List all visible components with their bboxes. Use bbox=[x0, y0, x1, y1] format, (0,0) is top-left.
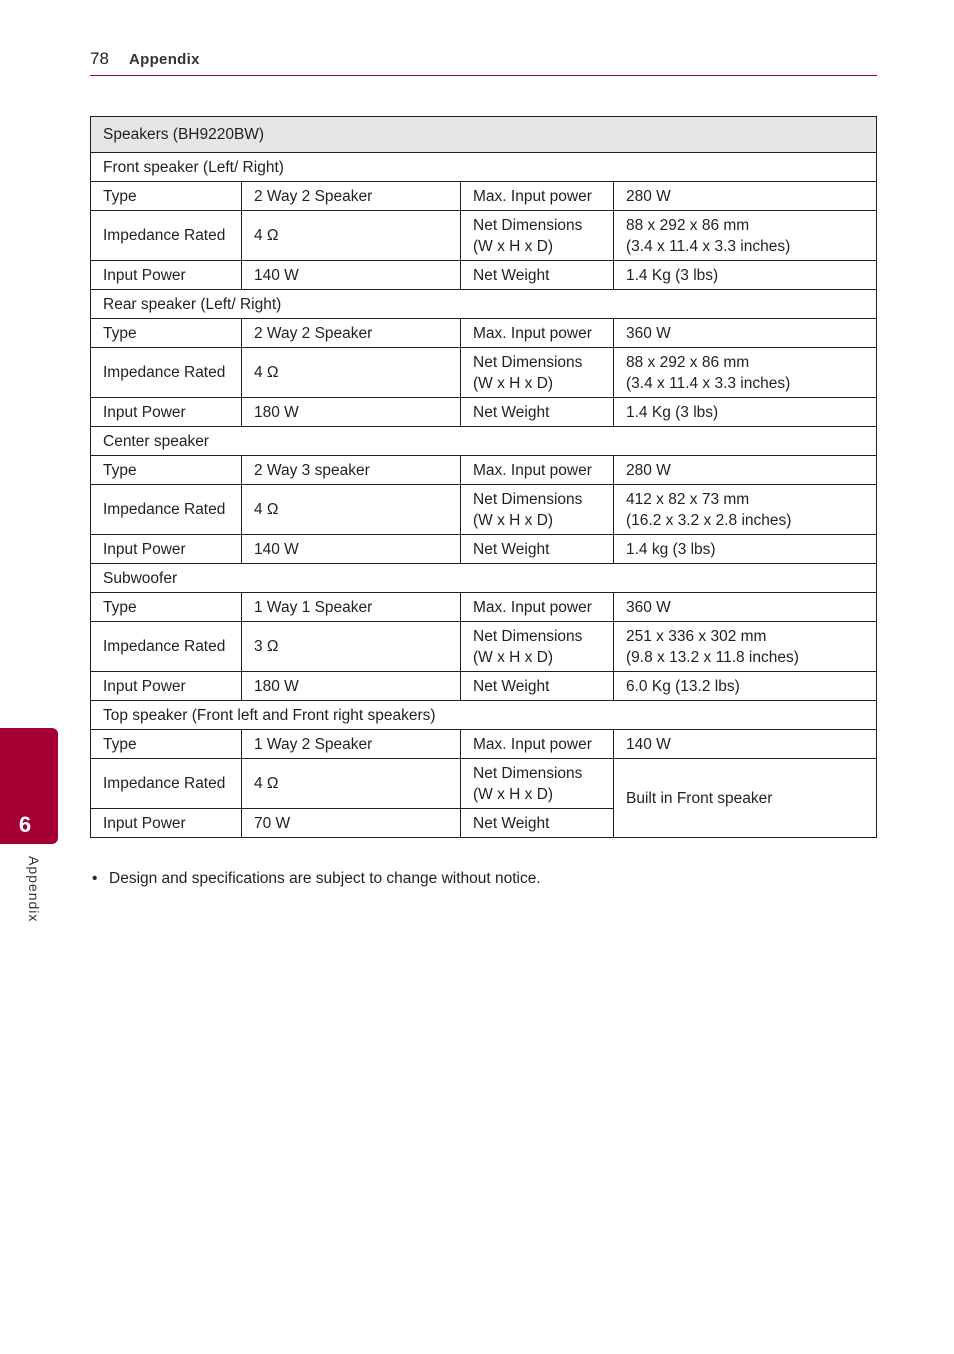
group-name: Top speaker (Front left and Front right speakers) bbox=[91, 701, 877, 730]
net-weight-value: 1.4 Kg (3 lbs) bbox=[614, 261, 877, 290]
input-power-label: Input Power bbox=[91, 398, 242, 427]
dimensions-label-line2: (W x H x D) bbox=[473, 237, 554, 255]
bullet: • bbox=[92, 870, 98, 887]
impedance-value: 3 Ω bbox=[242, 622, 461, 672]
input-power-label: Input Power bbox=[91, 672, 242, 701]
table-title-row bbox=[91, 117, 877, 153]
net-weight-label: Net Weight bbox=[461, 535, 614, 564]
type-value: 2 Way 2 Speaker bbox=[242, 319, 461, 348]
net-weight-label: Net Weight bbox=[461, 809, 614, 838]
net-weight-label: Net Weight bbox=[461, 398, 614, 427]
chapter-label: Appendix bbox=[26, 856, 42, 923]
table-row bbox=[91, 319, 877, 348]
table-title: Speakers (BH9220BW) bbox=[91, 117, 877, 153]
max-input-value: 360 W bbox=[614, 319, 877, 348]
dimensions-label-line1: Net Dimensions bbox=[473, 353, 583, 371]
group-name: Center speaker bbox=[91, 427, 877, 456]
dimensions-label bbox=[461, 759, 614, 809]
input-power-label: Input Power bbox=[91, 261, 242, 290]
table-row bbox=[91, 456, 877, 485]
dimensions-label bbox=[461, 348, 614, 398]
dimensions-value-line1: 88 x 292 x 86 mm bbox=[626, 353, 750, 371]
max-input-value: 280 W bbox=[614, 456, 877, 485]
max-input-value: 280 W bbox=[614, 182, 877, 211]
type-label: Type bbox=[91, 182, 242, 211]
dimensions-value bbox=[614, 348, 877, 398]
net-weight-value: 6.0 Kg (13.2 lbs) bbox=[614, 672, 877, 701]
dimensions-label-line1: Net Dimensions bbox=[473, 627, 583, 645]
max-input-label: Max. Input power bbox=[461, 182, 614, 211]
impedance-value: 4 Ω bbox=[242, 211, 461, 261]
dimensions-value-line1: 251 x 336 x 302 mm bbox=[626, 627, 767, 645]
dimensions-label-line1: Net Dimensions bbox=[473, 216, 583, 234]
dimensions-label-line1: Net Dimensions bbox=[473, 764, 583, 782]
impedance-label: Impedance Rated bbox=[91, 485, 242, 535]
impedance-label: Impedance Rated bbox=[91, 622, 242, 672]
input-power-value: 180 W bbox=[242, 398, 461, 427]
dimensions-label bbox=[461, 622, 614, 672]
dimensions-value-line2: (3.4 x 11.4 x 3.3 inches) bbox=[626, 237, 791, 255]
section-title: Appendix bbox=[129, 51, 200, 68]
dimensions-value bbox=[614, 622, 877, 672]
net-weight-label: Net Weight bbox=[461, 261, 614, 290]
input-power-label: Input Power bbox=[91, 535, 242, 564]
table-row bbox=[91, 622, 877, 672]
dimensions-weight-value: Built in Front speaker bbox=[614, 759, 877, 838]
group-name: Rear speaker (Left/ Right) bbox=[91, 290, 877, 319]
footnote-text: Design and specifications are subject to change without notice. bbox=[109, 870, 541, 887]
speaker-spec-table bbox=[90, 116, 877, 838]
dimensions-value-line2: (16.2 x 3.2 x 2.8 inches) bbox=[626, 511, 792, 529]
table-row bbox=[91, 398, 877, 427]
page-number: 78 bbox=[90, 49, 109, 68]
impedance-label: Impedance Rated bbox=[91, 211, 242, 261]
group-header-row bbox=[91, 564, 877, 593]
impedance-value: 4 Ω bbox=[242, 759, 461, 809]
table-row bbox=[91, 485, 877, 535]
table-row bbox=[91, 593, 877, 622]
group-name: Subwoofer bbox=[91, 564, 877, 593]
input-power-value: 180 W bbox=[242, 672, 461, 701]
table-row bbox=[91, 211, 877, 261]
max-input-label: Max. Input power bbox=[461, 456, 614, 485]
table-row bbox=[91, 759, 877, 809]
net-weight-value: 1.4 Kg (3 lbs) bbox=[614, 398, 877, 427]
dimensions-label-line2: (W x H x D) bbox=[473, 374, 554, 392]
max-input-value: 360 W bbox=[614, 593, 877, 622]
impedance-value: 4 Ω bbox=[242, 485, 461, 535]
impedance-label: Impedance Rated bbox=[91, 759, 242, 809]
input-power-label: Input Power bbox=[91, 809, 242, 838]
impedance-value: 4 Ω bbox=[242, 348, 461, 398]
table-row bbox=[91, 182, 877, 211]
table-row bbox=[91, 348, 877, 398]
dimensions-label-line1: Net Dimensions bbox=[473, 490, 583, 508]
dimensions-label bbox=[461, 211, 614, 261]
footnote bbox=[92, 870, 541, 888]
dimensions-value-line2: (9.8 x 13.2 x 11.8 inches) bbox=[626, 648, 799, 666]
group-header-row bbox=[91, 153, 877, 182]
type-label: Type bbox=[91, 730, 242, 759]
dimensions-label-line2: (W x H x D) bbox=[473, 648, 554, 666]
input-power-value: 140 W bbox=[242, 535, 461, 564]
group-header-row bbox=[91, 290, 877, 319]
dimensions-label bbox=[461, 485, 614, 535]
max-input-label: Max. Input power bbox=[461, 730, 614, 759]
type-value: 2 Way 2 Speaker bbox=[242, 182, 461, 211]
dimensions-label-line2: (W x H x D) bbox=[473, 785, 554, 803]
group-header-row bbox=[91, 427, 877, 456]
type-value: 1 Way 1 Speaker bbox=[242, 593, 461, 622]
max-input-value: 140 W bbox=[614, 730, 877, 759]
dimensions-label-line2: (W x H x D) bbox=[473, 511, 554, 529]
dimensions-value-line2: (3.4 x 11.4 x 3.3 inches) bbox=[626, 374, 791, 392]
group-name: Front speaker (Left/ Right) bbox=[91, 153, 877, 182]
max-input-label: Max. Input power bbox=[461, 593, 614, 622]
dimensions-value-line1: 412 x 82 x 73 mm bbox=[626, 490, 750, 508]
input-power-value: 140 W bbox=[242, 261, 461, 290]
table-row bbox=[91, 672, 877, 701]
net-weight-value: 1.4 kg (3 lbs) bbox=[614, 535, 877, 564]
type-value: 1 Way 2 Speaker bbox=[242, 730, 461, 759]
input-power-value: 70 W bbox=[242, 809, 461, 838]
table-row bbox=[91, 730, 877, 759]
impedance-label: Impedance Rated bbox=[91, 348, 242, 398]
dimensions-value bbox=[614, 485, 877, 535]
type-label: Type bbox=[91, 456, 242, 485]
type-label: Type bbox=[91, 319, 242, 348]
table-row bbox=[91, 535, 877, 564]
dimensions-value bbox=[614, 211, 877, 261]
table-row bbox=[91, 261, 877, 290]
type-label: Type bbox=[91, 593, 242, 622]
max-input-label: Max. Input power bbox=[461, 319, 614, 348]
page-header bbox=[90, 48, 877, 76]
net-weight-label: Net Weight bbox=[461, 672, 614, 701]
chapter-number: 6 bbox=[18, 812, 32, 837]
chapter-tab bbox=[0, 728, 58, 844]
group-header-row bbox=[91, 701, 877, 730]
dimensions-value-line1: 88 x 292 x 86 mm bbox=[626, 216, 750, 234]
type-value: 2 Way 3 speaker bbox=[242, 456, 461, 485]
